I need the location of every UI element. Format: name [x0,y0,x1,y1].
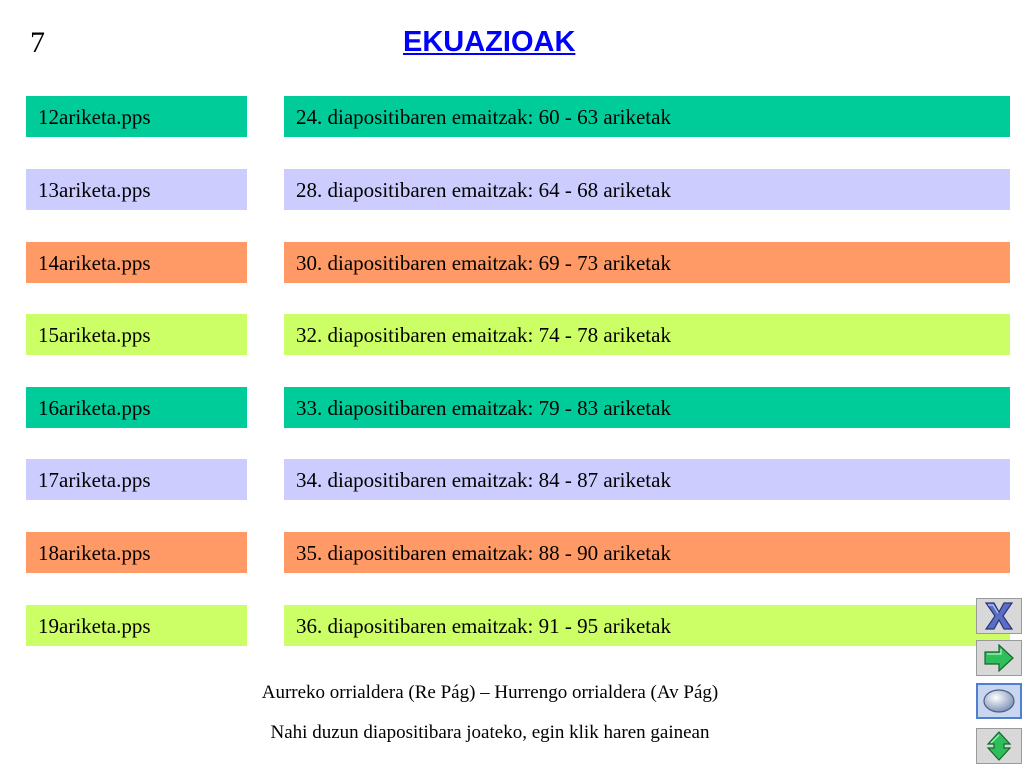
table-row [0,96,1024,137]
file-link-16[interactable]: 16ariketa.pps [26,387,247,428]
results-link-64-68[interactable]: 28. diapositibaren emaitzak: 64 - 68 ariketak [284,169,1010,210]
file-link-12[interactable]: 12ariketa.pps [26,96,247,137]
table-row [0,242,1024,283]
file-link-13[interactable]: 13ariketa.pps [26,169,247,210]
results-link-84-87[interactable]: 34. diapositibaren emaitzak: 84 - 87 ariketak [284,459,1010,500]
results-link-79-83[interactable]: 33. diapositibaren emaitzak: 79 - 83 ariketak [284,387,1010,428]
results-link-91-95[interactable]: 36. diapositibaren emaitzak: 91 - 95 ariketak [284,605,1010,646]
results-link-74-78[interactable]: 32. diapositibaren emaitzak: 74 - 78 ariketak [284,314,1010,355]
click-hint: Nahi duzun diapositibara joateko, egin klik haren gainean [270,722,710,743]
home-button[interactable] [976,683,1022,719]
table-row [0,459,1024,500]
table-row [0,314,1024,355]
arrow-right-icon [977,641,1021,675]
table-row [0,387,1024,428]
table-row [0,169,1024,210]
table-row [0,532,1024,573]
next-slide-button[interactable] [976,640,1022,676]
file-link-19[interactable]: 19ariketa.pps [26,605,247,646]
previous-slide-button[interactable] [976,728,1022,764]
results-link-88-90[interactable]: 35. diapositibaren emaitzak: 88 - 90 ariketak [284,532,1010,573]
navigation-hint: Aurreko orrialdera (Re Pág) – Hurrengo orrialdera (Av Pág) [261,682,719,703]
slide-number: 7 [30,26,45,59]
page-title-link[interactable]: EKUAZIOAK [403,26,576,58]
home-oval-icon [978,685,1020,717]
file-link-15[interactable]: 15ariketa.pps [26,314,247,355]
file-link-18[interactable]: 18ariketa.pps [26,532,247,573]
table-row [0,605,1024,646]
file-link-14[interactable]: 14ariketa.pps [26,242,247,283]
results-link-69-73[interactable]: 30. diapositibaren emaitzak: 69 - 73 ariketak [284,242,1010,283]
arrow-up-down-icon [977,729,1021,763]
close-x-icon [977,599,1021,633]
file-link-17[interactable]: 17ariketa.pps [26,459,247,500]
results-link-60-63[interactable]: 24. diapositibaren emaitzak: 60 - 63 ariketak [284,96,1010,137]
end-show-button[interactable] [976,598,1022,634]
